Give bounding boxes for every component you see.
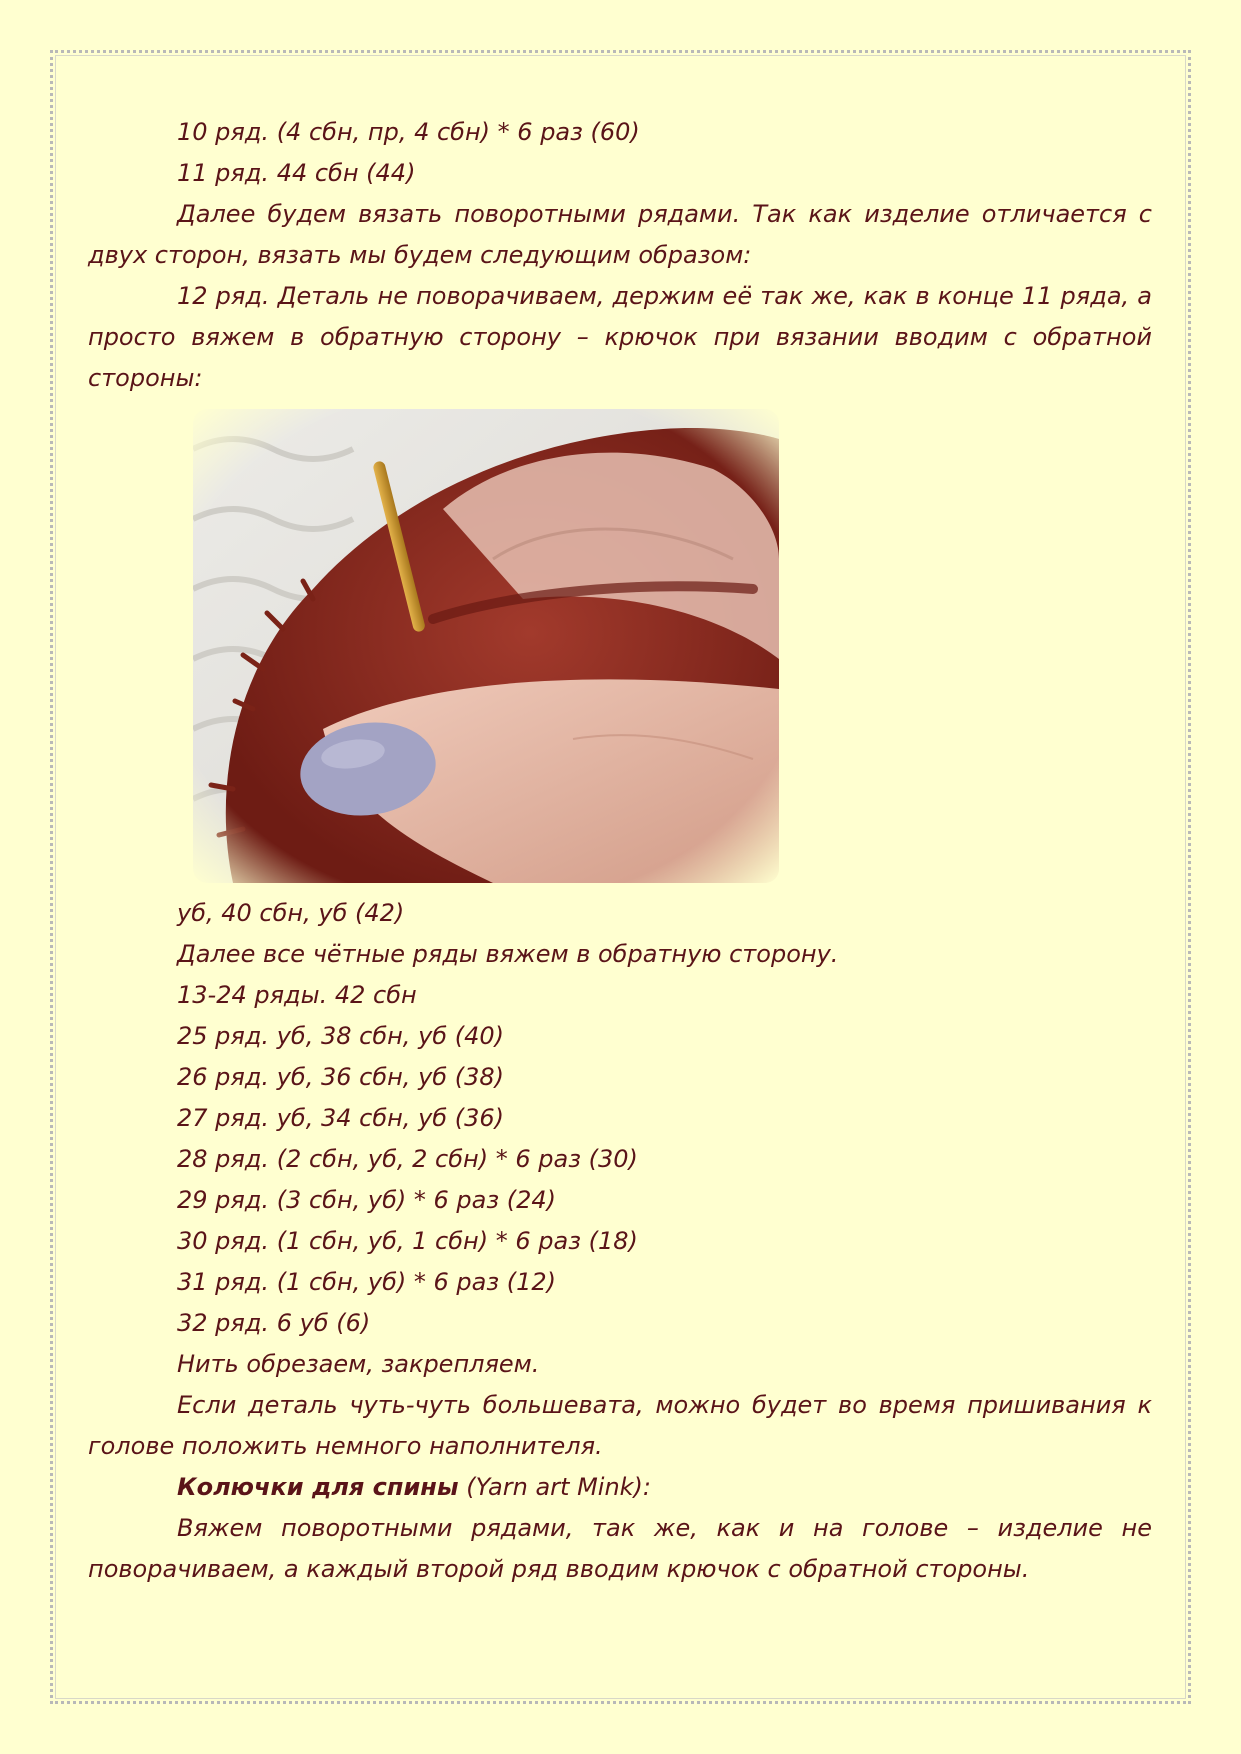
- spikes-paragraph: Вяжем поворотными рядами, так же, как и на голове – изделие не поворачиваем, а каждый второй ряд вводим крючок с обратной стороны.: [88, 1514, 1152, 1583]
- row-12-paragraph: 12 ряд. Деталь не поворачиваем, держим её так же, как в конце 11 ряда, а просто вяжем в обратную сторону – крючок при вязании вводим с обратной стороны:: [88, 282, 1152, 392]
- turning-rows-paragraph: Далее будем вязать поворотными рядами. Так как изделие отличается с двух сторон, вязать мы будем следующим образом:: [88, 200, 1152, 269]
- spikes-heading: Колючки для спины: [177, 1473, 459, 1501]
- row-12-result: уб, 40 сбн, уб (42): [177, 899, 405, 927]
- spikes-heading-line: [88, 1467, 1152, 1508]
- document-body: [88, 112, 1152, 1590]
- row-11-line: 11 ряд. 44 сбн (44): [177, 159, 416, 187]
- row-29-line: 29 ряд. (3 сбн, уб) * 6 раз (24): [177, 1186, 557, 1214]
- row-28-line: 28 ряд. (2 сбн, уб, 2 сбн) * 6 раз (30): [177, 1145, 638, 1173]
- crochet-photo: [193, 409, 779, 883]
- even-rows-note: Далее все чётные ряды вяжем в обратную сторону.: [177, 940, 839, 968]
- row-25-line: 25 ряд. уб, 38 сбн, уб (40): [177, 1022, 504, 1050]
- rows-13-24-line: 13-24 ряды. 42 сбн: [177, 981, 417, 1009]
- row-30-line: 30 ряд. (1 сбн, уб, 1 сбн) * 6 раз (18): [177, 1227, 638, 1255]
- row-26-line: 26 ряд. уб, 36 сбн, уб (38): [177, 1063, 504, 1091]
- row-27-line: 27 ряд. уб, 34 сбн, уб (36): [177, 1104, 504, 1132]
- row-32-line: 32 ряд. 6 уб (6): [177, 1309, 371, 1337]
- filler-paragraph: Если деталь чуть-чуть большевата, можно будет во время пришивания к голове положить немного наполнителя.: [88, 1391, 1152, 1460]
- row-10-line: 10 ряд. (4 сбн, пр, 4 сбн) * 6 раз (60): [177, 118, 640, 146]
- row-31-line: 31 ряд. (1 сбн, уб) * 6 раз (12): [177, 1268, 557, 1296]
- fasten-off-line: Нить обрезаем, закрепляем.: [177, 1350, 540, 1378]
- spikes-yarn: (Yarn art Mink):: [458, 1473, 652, 1501]
